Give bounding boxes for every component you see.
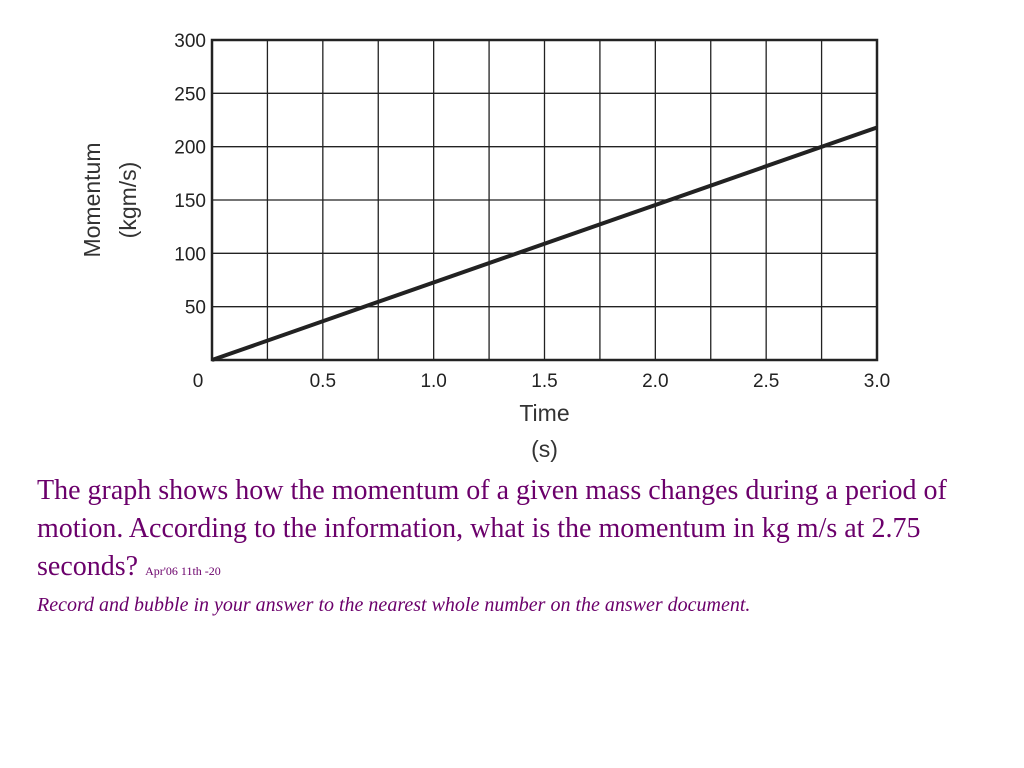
y-tick-label: 200 [174, 137, 206, 159]
question-source: Apr'06 11th -20 [145, 564, 221, 578]
x-axis-title: Time [519, 400, 570, 426]
x-tick-label: 3.0 [863, 371, 891, 392]
x-tick-label: 0.5 [309, 371, 337, 392]
y-axis-title: Momentum [79, 142, 105, 258]
y-axis-unit: (kgm/s) [115, 161, 141, 239]
y-tick-label: 250 [174, 84, 206, 106]
question-text [37, 472, 1002, 590]
answer-instruction: Record and bubble in your answer to the nearest whole number on the answer document. [37, 594, 751, 616]
x-axis-unit: (s) [531, 436, 558, 462]
x-tick-label: 1.5 [531, 371, 558, 392]
x-tick-label: 1.0 [420, 371, 447, 392]
y-tick-label: 150 [174, 191, 206, 212]
question-body: The graph shows how the momentum of a given mass changes during a period of motion. According to the information, what is the momentum in kg m/s at 2.75 seconds? [37, 475, 947, 582]
y-tick-label: 100 [174, 244, 206, 266]
y-tick-label: 300 [174, 31, 206, 52]
x-tick-label: 2.5 [752, 371, 780, 392]
x-tick-label: 2.0 [642, 371, 669, 392]
y-tick-label: 50 [184, 297, 206, 319]
x-tick-label: 0 [192, 371, 204, 392]
